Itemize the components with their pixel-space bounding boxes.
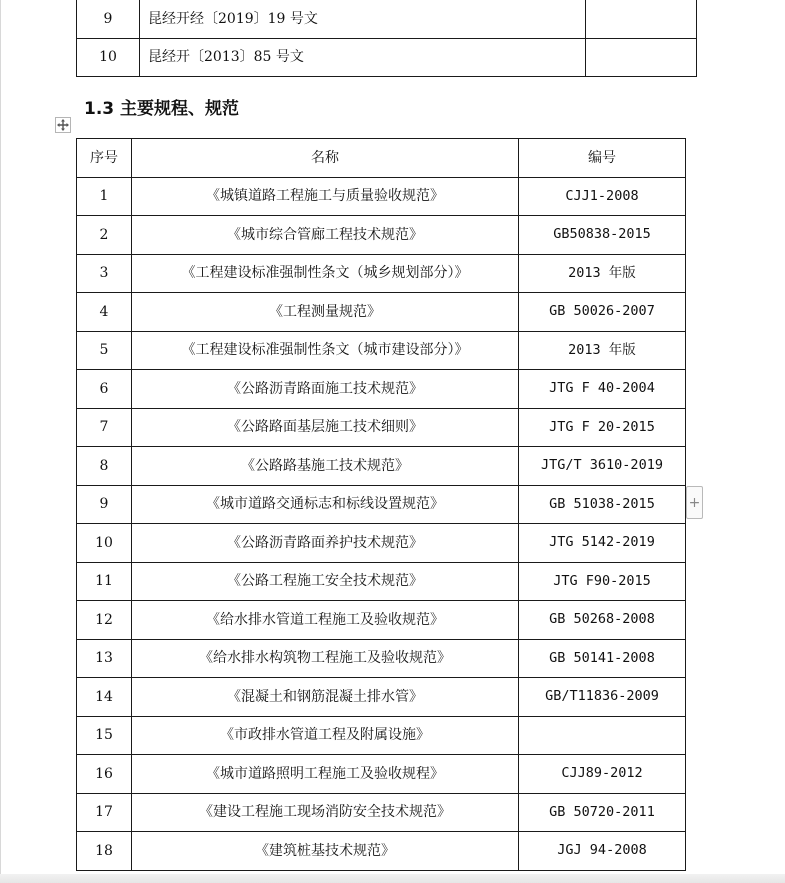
table-row (77, 177, 686, 216)
header-cell-no: 序号 (77, 139, 132, 178)
standard-name-cell: 《给水排水构筑物工程施工及验收规范》 (132, 639, 519, 678)
row-number-cell: 6 (77, 370, 132, 409)
standard-name-cell: 《公路工程施工安全技术规范》 (132, 562, 519, 601)
code-cell (586, 0, 697, 38)
standard-name-cell: 《公路沥青路面施工技术规范》 (132, 370, 519, 409)
standards-table-body (77, 139, 686, 871)
row-number-cell: 15 (77, 716, 132, 755)
standard-code-cell: JTG F 40-2004 (519, 370, 686, 409)
standard-name-cell: 《工程建设标准强制性条文（城市建设部分）》 (132, 331, 519, 370)
standard-code-cell: GB 50268-2008 (519, 601, 686, 640)
move-arrows-icon (57, 119, 69, 131)
row-number-cell: 9 (77, 0, 140, 38)
table-row (77, 408, 686, 447)
row-number-cell: 2 (77, 216, 132, 255)
row-number-cell: 1 (77, 177, 132, 216)
header-cell-code: 编号 (519, 139, 686, 178)
table-row (77, 755, 686, 794)
table-row (77, 485, 686, 524)
page-bottom-gap (0, 874, 785, 883)
standard-name-cell: 《城市道路交通标志和标线设置规范》 (132, 485, 519, 524)
standard-code-cell: CJJ89-2012 (519, 755, 686, 794)
standard-code-cell: 2013 年版 (519, 254, 686, 293)
table-row (77, 447, 686, 486)
standard-code-cell: CJJ1-2008 (519, 177, 686, 216)
standard-code-cell: 2013 年版 (519, 331, 686, 370)
standard-code-cell: JTG F90-2015 (519, 562, 686, 601)
standard-code-cell: GB 50026-2007 (519, 293, 686, 332)
table-row (77, 331, 686, 370)
standards-table (76, 138, 686, 871)
standard-code-cell: JTG 5142-2019 (519, 524, 686, 563)
table-row (77, 254, 686, 293)
standard-name-cell: 《城市道路照明工程施工及验收规程》 (132, 755, 519, 794)
row-number-cell: 9 (77, 485, 132, 524)
standard-code-cell: GB 50720-2011 (519, 793, 686, 832)
code-cell (586, 38, 697, 76)
page-edge (0, 0, 1, 883)
row-number-cell: 11 (77, 562, 132, 601)
standard-code-cell: JTG/T 3610-2019 (519, 447, 686, 486)
standard-name-cell: 《工程建设标准强制性条文（城乡规划部分）》 (132, 254, 519, 293)
table-row (77, 524, 686, 563)
standard-name-cell: 《建筑桩基技术规范》 (132, 832, 519, 871)
standard-name-cell: 《混凝土和钢筋混凝土排水管》 (132, 678, 519, 717)
document-name-cell: 昆经开经〔2019〕19 号文 (140, 0, 586, 38)
standard-code-cell: GB 51038-2015 (519, 485, 686, 524)
standard-name-cell: 《城市综合管廊工程技术规范》 (132, 216, 519, 255)
document-name-cell: 昆经开〔2013〕85 号文 (140, 38, 586, 76)
standard-code-cell: JTG F 20-2015 (519, 408, 686, 447)
header-row (77, 139, 686, 178)
row-number-cell: 3 (77, 254, 132, 293)
standard-name-cell: 《市政排水管道工程及附属设施》 (132, 716, 519, 755)
add-row-button[interactable] (686, 486, 703, 519)
row-number-cell: 10 (77, 524, 132, 563)
table-row (77, 601, 686, 640)
standard-code-cell: GB/T11836-2009 (519, 678, 686, 717)
table-row (77, 38, 697, 76)
section-heading: 1.3 主要规程、规范 (84, 99, 240, 119)
row-number-cell: 4 (77, 293, 132, 332)
standard-code-cell: JGJ 94-2008 (519, 832, 686, 871)
table-row (77, 832, 686, 871)
table-row (77, 562, 686, 601)
row-number-cell: 5 (77, 331, 132, 370)
table-row (77, 216, 686, 255)
row-number-cell: 13 (77, 639, 132, 678)
table-row (77, 793, 686, 832)
table-row (77, 639, 686, 678)
table-row (77, 293, 686, 332)
plus-icon: + (688, 494, 701, 511)
row-number-cell: 16 (77, 755, 132, 794)
row-number-cell: 14 (77, 678, 132, 717)
standard-name-cell: 《工程测量规范》 (132, 293, 519, 332)
row-number-cell: 7 (77, 408, 132, 447)
top-table-body (77, 0, 697, 76)
standard-code-cell (519, 716, 686, 755)
standard-name-cell: 《建设工程施工现场消防安全技术规范》 (132, 793, 519, 832)
row-number-cell: 10 (77, 38, 140, 76)
table-row (77, 370, 686, 409)
standard-name-cell: 《公路路面基层施工技术细则》 (132, 408, 519, 447)
table-move-handle[interactable] (55, 117, 71, 133)
table-row (77, 0, 697, 38)
row-number-cell: 18 (77, 832, 132, 871)
standard-name-cell: 《城镇道路工程施工与质量验收规范》 (132, 177, 519, 216)
row-number-cell: 8 (77, 447, 132, 486)
standard-code-cell: GB50838-2015 (519, 216, 686, 255)
table-row (77, 716, 686, 755)
row-number-cell: 12 (77, 601, 132, 640)
standard-name-cell: 《公路路基施工技术规范》 (132, 447, 519, 486)
standard-name-cell: 《公路沥青路面养护技术规范》 (132, 524, 519, 563)
standard-code-cell: GB 50141-2008 (519, 639, 686, 678)
table-row (77, 678, 686, 717)
row-number-cell: 17 (77, 793, 132, 832)
top-table (76, 0, 697, 77)
header-cell-name: 名称 (132, 139, 519, 178)
standard-name-cell: 《给水排水管道工程施工及验收规范》 (132, 601, 519, 640)
